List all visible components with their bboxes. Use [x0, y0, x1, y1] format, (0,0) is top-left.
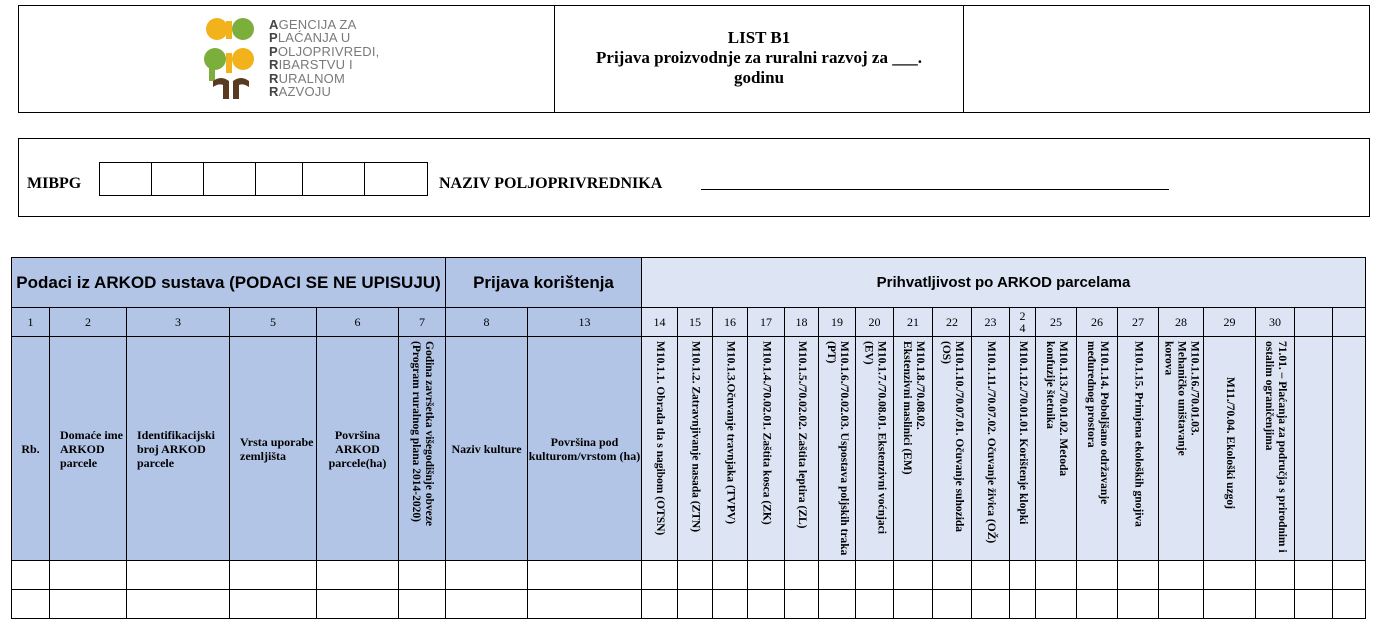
col-number: 3 [127, 308, 230, 337]
col-number: 22 [933, 308, 972, 337]
table-cell[interactable] [1077, 590, 1118, 619]
header-measure: M10.1.6./70.02.03. Uspostava poljskih traka (PT) [819, 337, 856, 561]
table-cell[interactable] [1118, 590, 1159, 619]
header-rb: Rb. [12, 337, 50, 561]
table-cell[interactable] [748, 590, 785, 619]
header-measure: M10.1.7./70.08.01. Ekstenzivni voćnjaci (EV) [856, 337, 894, 561]
table-cell[interactable] [446, 561, 528, 590]
table-cell[interactable] [1256, 561, 1295, 590]
table-cell[interactable] [642, 590, 678, 619]
col-number: 20 [856, 308, 894, 337]
col-number: 23 [972, 308, 1010, 337]
table-cell[interactable] [856, 590, 894, 619]
table-cell[interactable] [933, 561, 972, 590]
logo-text: AGENCIJA ZA PLAĆANJA U POLJOPRIVREDI, RIBARSTVU I RURALNOM RAZVOJU [269, 17, 380, 100]
table-cell[interactable] [856, 561, 894, 590]
parcel-table [11, 257, 1366, 619]
table-cell[interactable] [50, 590, 127, 619]
farmer-name-label: NAZIV POLJOPRIVREDNIKA [439, 175, 663, 192]
col-number: 8 [446, 308, 528, 337]
table-cell[interactable] [933, 590, 972, 619]
col-number [1333, 308, 1366, 337]
header-measure: M10.1.14. Poboljšano održavanje međurednog prostora [1077, 337, 1118, 561]
title-line-3: godinu [733, 68, 785, 87]
table-cell[interactable] [317, 561, 399, 590]
col-number: 7 [399, 308, 446, 337]
table-cell[interactable] [127, 561, 230, 590]
header-measure: M10.1.8./70.08.02. Ekstenzivni maslinici (EM) [894, 337, 933, 561]
header-empty [1295, 337, 1333, 561]
col-number: 17 [748, 308, 785, 337]
table-cell[interactable] [894, 590, 933, 619]
table-cell[interactable] [972, 590, 1010, 619]
col-number: 21 [894, 308, 933, 337]
header-measure: M10.1.2. Zatravnjivanje nasada (ZTN) [678, 337, 713, 561]
header-measure: M10.1.4./70.02.01. Zaštita kosca (ZK) [748, 337, 785, 561]
col-number: 28 [1159, 308, 1204, 337]
group-arkod: Podaci iz ARKOD sustava (PODACI SE NE UPISUJU) [12, 258, 446, 308]
table-cell[interactable] [528, 590, 642, 619]
col-number: 5 [230, 308, 317, 337]
table-cell[interactable] [642, 561, 678, 590]
table-cell[interactable] [1036, 590, 1077, 619]
col-number: 29 [1204, 308, 1256, 337]
farmer-name-field[interactable] [701, 189, 1169, 190]
col-number: 2 4 [1010, 308, 1036, 337]
table-cell[interactable] [819, 590, 856, 619]
form-header [18, 5, 1370, 113]
title-line-2: Prijava proizvodnje za ruralni razvoj za ___. [596, 48, 922, 67]
header-measure: 71.01. – Plaćanja za područja s prirodnim i ostalim ograničenjima [1256, 337, 1295, 561]
header-measure: M10.1.12./70.01.01. Korištenje klopki [1010, 337, 1036, 561]
header-measure: M10.1.3.Očuvanje travnjaka (TVPV) [713, 337, 748, 561]
table-cell[interactable] [317, 590, 399, 619]
col-number: 15 [678, 308, 713, 337]
col-number: 25 [1036, 308, 1077, 337]
col-number: 19 [819, 308, 856, 337]
logo-cell [19, 6, 555, 112]
table-cell[interactable] [1159, 590, 1204, 619]
header-measure: M10.1.16./70.01.03. Mehaničko uništavanje korova [1159, 337, 1204, 561]
table-cell[interactable] [819, 561, 856, 590]
header-measure: M10.1.15. Primjena ekoloških gnojiva [1118, 337, 1159, 561]
header-godina: Godina završetka višegodišnje obveze (Program ruralnog plana 2014-2020) [399, 337, 446, 561]
table-cell[interactable] [1256, 590, 1295, 619]
table-cell[interactable] [1333, 561, 1366, 590]
header-empty [1333, 337, 1366, 561]
mibpg-label: MIBPG [27, 175, 82, 192]
table-cell[interactable] [1204, 561, 1256, 590]
title-line-1: LIST B1 [727, 28, 791, 47]
col-number: 6 [317, 308, 399, 337]
header-measure: M10.1.1. Obrada tla s nagibom (OTSN) [642, 337, 678, 561]
col-number: 2 [50, 308, 127, 337]
table-cell[interactable] [1010, 590, 1036, 619]
table-cell[interactable] [748, 561, 785, 590]
table-cell[interactable] [1295, 561, 1333, 590]
header-measure: M10.1.11./70.07.02. Očuvanje živica (OŽ) [972, 337, 1010, 561]
header-empty-cell [964, 6, 1369, 112]
header-vrsta: Vrsta uporabe zemljišta [230, 337, 317, 561]
farmer-id-section [18, 138, 1370, 217]
header-measure: M10.1.5./70.02.02. Zaštita leptira (ZL) [785, 337, 819, 561]
apprrr-logo-icon [199, 15, 263, 101]
col-number: 18 [785, 308, 819, 337]
header-measure: M10.1.10./70.07.01. Očuvanje suhozida (OS) [933, 337, 972, 561]
table-cell[interactable] [230, 590, 317, 619]
table-cell[interactable] [12, 561, 50, 590]
header-povrsina: Površina ARKOD parcele(ha) [317, 337, 399, 561]
table-row [12, 561, 1366, 590]
table-cell[interactable] [1204, 590, 1256, 619]
table-cell[interactable] [230, 561, 317, 590]
mibpg-box[interactable] [303, 163, 365, 195]
table-cell[interactable] [1333, 590, 1366, 619]
col-number: 14 [642, 308, 678, 337]
col-number [1295, 308, 1333, 337]
table-cell[interactable] [1295, 590, 1333, 619]
col-number: 13 [528, 308, 642, 337]
table-cell[interactable] [1118, 561, 1159, 590]
table-cell[interactable] [528, 561, 642, 590]
mibpg-input-boxes[interactable] [99, 162, 428, 196]
table-cell[interactable] [446, 590, 528, 619]
table-cell[interactable] [1159, 561, 1204, 590]
table-cell[interactable] [399, 561, 446, 590]
table-cell[interactable] [785, 590, 819, 619]
table-cell[interactable] [1036, 561, 1077, 590]
table-cell[interactable] [713, 561, 748, 590]
table-cell[interactable] [678, 561, 713, 590]
table-cell[interactable] [50, 561, 127, 590]
mibpg-box[interactable] [204, 163, 256, 195]
header-measure: M11./70.04. Ekološki uzgoj [1204, 337, 1256, 561]
table-cell[interactable] [1077, 561, 1118, 590]
mibpg-box[interactable] [152, 163, 204, 195]
group-prihvatljivost: Prihvatljivost po ARKOD parcelama [642, 258, 1366, 308]
group-prijava: Prijava korištenja [446, 258, 642, 308]
table-cell[interactable] [678, 590, 713, 619]
table-cell[interactable] [785, 561, 819, 590]
form-title [555, 6, 964, 112]
table-row [12, 590, 1366, 619]
header-povrsina-pod: Površina pod kulturom/vrstom (ha) [528, 337, 642, 561]
mibpg-box[interactable] [365, 163, 427, 195]
header-naziv-kulture: Naziv kulture [446, 337, 528, 561]
mibpg-box[interactable] [100, 163, 152, 195]
table-cell[interactable] [894, 561, 933, 590]
table-cell[interactable] [713, 590, 748, 619]
header-id-broj: Identifikacijski broj ARKOD parcele [127, 337, 230, 561]
table-cell[interactable] [399, 590, 446, 619]
header-domace-ime: Domaće ime ARKOD parcele [50, 337, 127, 561]
col-number: 27 [1118, 308, 1159, 337]
table-cell[interactable] [972, 561, 1010, 590]
col-number: 26 [1077, 308, 1118, 337]
table-cell[interactable] [12, 590, 50, 619]
table-cell[interactable] [127, 590, 230, 619]
col-number: 16 [713, 308, 748, 337]
table-cell[interactable] [1010, 561, 1036, 590]
header-measure: M10.1.13./70.01.02. Metoda konfuzije štetnika [1036, 337, 1077, 561]
col-number: 1 [12, 308, 50, 337]
col-number: 30 [1256, 308, 1295, 337]
mibpg-box[interactable] [256, 163, 303, 195]
